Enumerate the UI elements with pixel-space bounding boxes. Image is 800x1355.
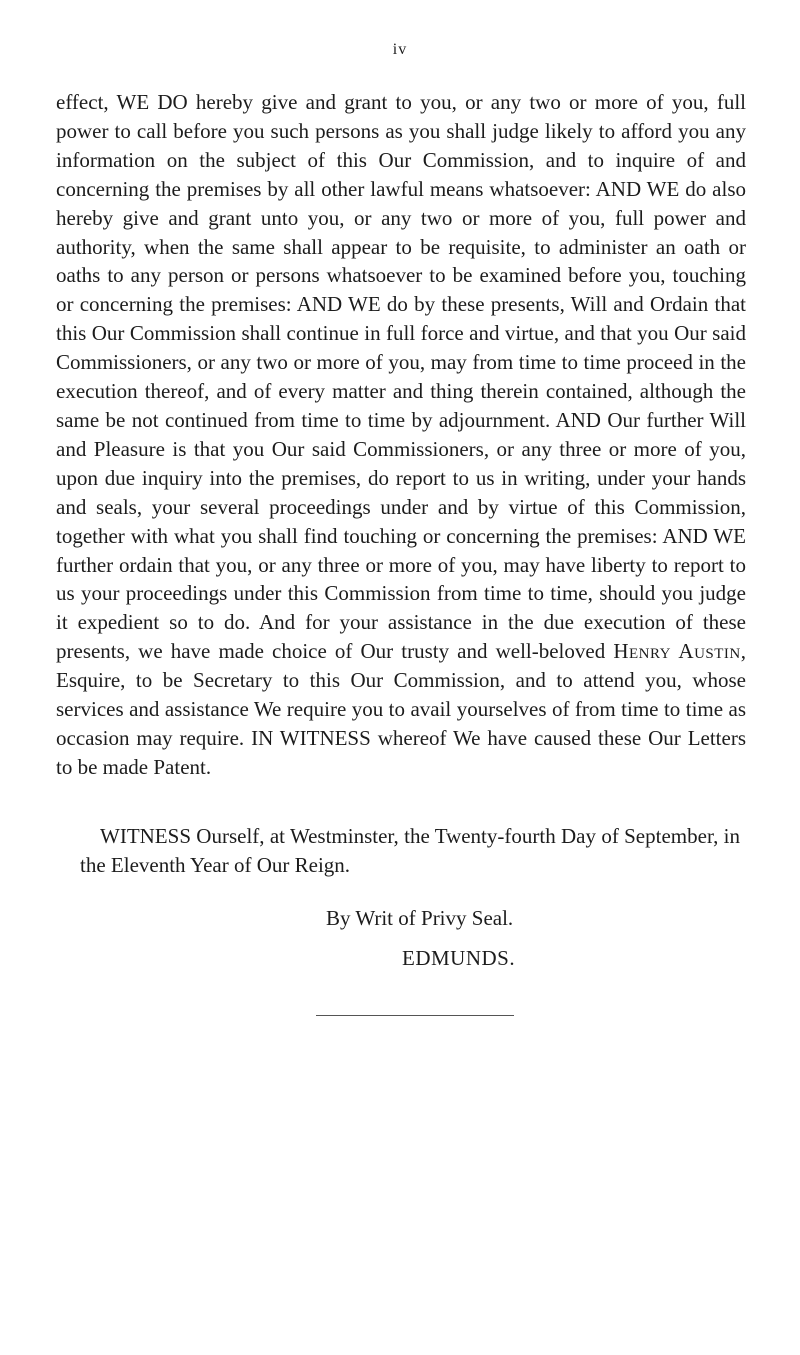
witness-clause: WITNESS Ourself, at Westminster, the Twenty-fourth Day of September, in the Eleventh Year of Our Reign. (80, 824, 740, 877)
secretary-name: Henry Austin (613, 639, 741, 664)
body-text-part-2: , Esquire, to be Secretary to this Our Commission, and to attend you, whose services and assistance We require you to avail yourselves of from time to time as occasion may require. IN WITNESS whereof We have caused these Our Letters to be made Patent. (56, 639, 746, 779)
page-number: iv (392, 41, 408, 58)
body-text-part-1: effect, WE DO hereby give and grant to you, or any two or more of you, full power to call before you such persons as you shall judge likely to afford you any information on the subject of this Our Commission, and to inquire of and concerning the premises by all other lawful means whatsoever: AND WE do also hereby give and grant unto you, or any two or more of you, full power and authority, when the same shall appear to be requisite, to administer an oath or oaths to any person or persons whatsoever to be examined before you, touching or concerning the premises: AND WE do by these presents, Will and Ordain that this Our Commission shall continue in full force and virtue, and that you Our said Commissioners, or any two or more of you, may from time to time proceed in the execution thereof, and of every matter and thing therein contained, although the same be not continued from time to time by adjournment. AND Our further Will and Pleasure is that you Our said Commissioners, or any three or more of you, upon due inquiry into the premises, do report to us in writing, under your hands and seals, your several proceedings under and by virtue of this Commission, together with what you shall find touching or concerning the premises: AND WE further ordain that you, or any three or more of you, may have liberty to report to us your proceedings under this Commission from time to time, should you judge it expedient so to do. And for your assistance in the due execution of these presents, we have made choice of Our trusty and well-beloved (56, 90, 746, 664)
commission-body-text (56, 88, 746, 782)
writ-line: By Writ of Privy Seal. (326, 906, 514, 930)
closing-rule (316, 1015, 514, 1016)
signature: EDMUNDS. (402, 946, 516, 970)
commission-paragraph (56, 88, 746, 782)
